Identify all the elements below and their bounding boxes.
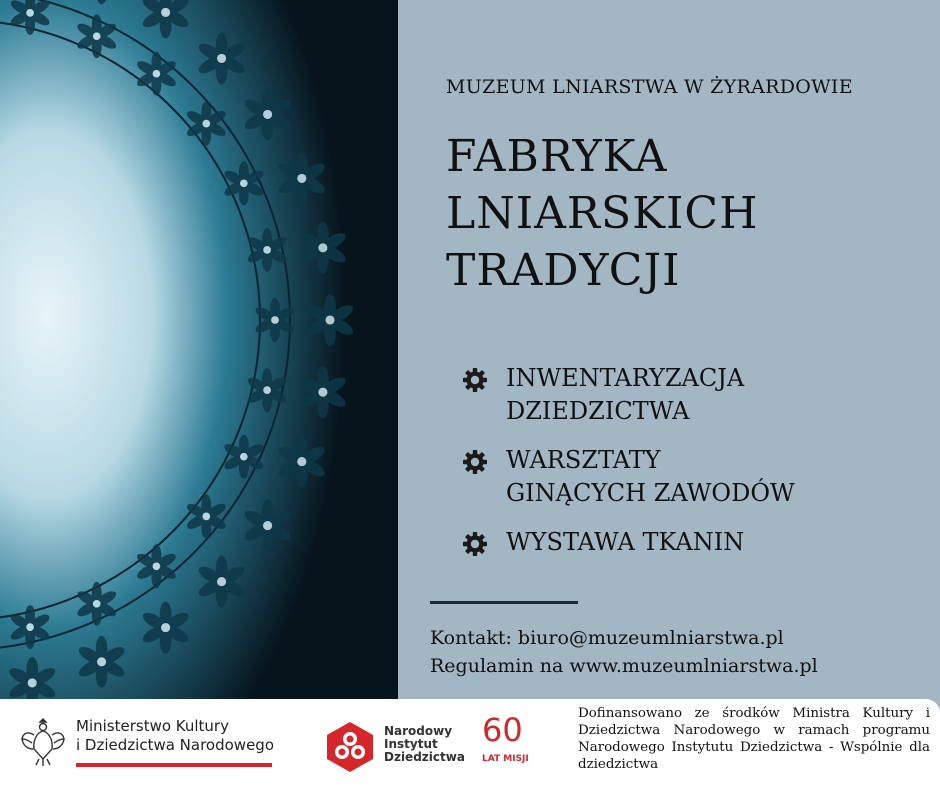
title-line-1: FABRYKA bbox=[446, 131, 668, 182]
gear-icon bbox=[462, 531, 488, 557]
ministry-line-2: i Dziedzictwa Narodowego bbox=[76, 736, 274, 754]
list-item bbox=[462, 362, 795, 428]
list-item-text: WARSZTATY GINĄCYCH ZAWODÓW bbox=[506, 446, 795, 507]
gear-icon bbox=[462, 449, 488, 475]
page-title bbox=[446, 128, 758, 299]
divider bbox=[430, 601, 578, 604]
contact-website[interactable]: Regulamin na www.muzeumlniarstwa.pl bbox=[430, 655, 818, 677]
title-line-3: TRADYCJI bbox=[446, 245, 681, 296]
gear-icon bbox=[462, 367, 488, 393]
fabric-pattern bbox=[0, 0, 398, 699]
polish-eagle-emblem-icon bbox=[20, 713, 66, 769]
nid-name bbox=[384, 725, 465, 764]
nid-logo-icon bbox=[322, 719, 378, 775]
embroidered-fabric-photo bbox=[0, 0, 398, 699]
museum-name: MUZEUM LNIARSTWA W ŻYRARDOWIE bbox=[446, 76, 853, 98]
contact-email[interactable]: Kontakt: biuro@muzeumlniarstwa.pl bbox=[430, 627, 784, 649]
nid-line-1: Narodowy bbox=[384, 724, 453, 738]
sponsor-footer bbox=[0, 699, 940, 788]
activities-list bbox=[462, 362, 795, 575]
list-item-text: WYSTAWA TKANIN bbox=[506, 528, 745, 556]
funding-note: Dofinansowano ze środków Ministra Kultury i Dziedzictwa Narodowego w ramach programu Narodowego Instytutu Dziedzictwa - Wspólnie dla dziedzictwa bbox=[578, 706, 930, 772]
list-item bbox=[462, 444, 795, 510]
ministry-line-1: Ministerstwo Kultury bbox=[76, 717, 229, 735]
list-item bbox=[462, 526, 795, 559]
list-item-text: INWENTARYZACJA DZIEDZICTWA bbox=[506, 364, 745, 425]
contact-info bbox=[430, 624, 818, 680]
anniversary-label: LAT MISJI bbox=[482, 754, 529, 764]
anniversary-number: 60 bbox=[482, 711, 523, 749]
ministry-red-bar bbox=[76, 763, 272, 767]
info-panel bbox=[398, 0, 940, 699]
title-line-2: LNIARSKICH bbox=[446, 188, 759, 239]
nid-line-2: Instytut bbox=[384, 737, 438, 751]
ministry-name bbox=[76, 717, 274, 755]
nid-line-3: Dziedzictwa bbox=[384, 750, 465, 764]
